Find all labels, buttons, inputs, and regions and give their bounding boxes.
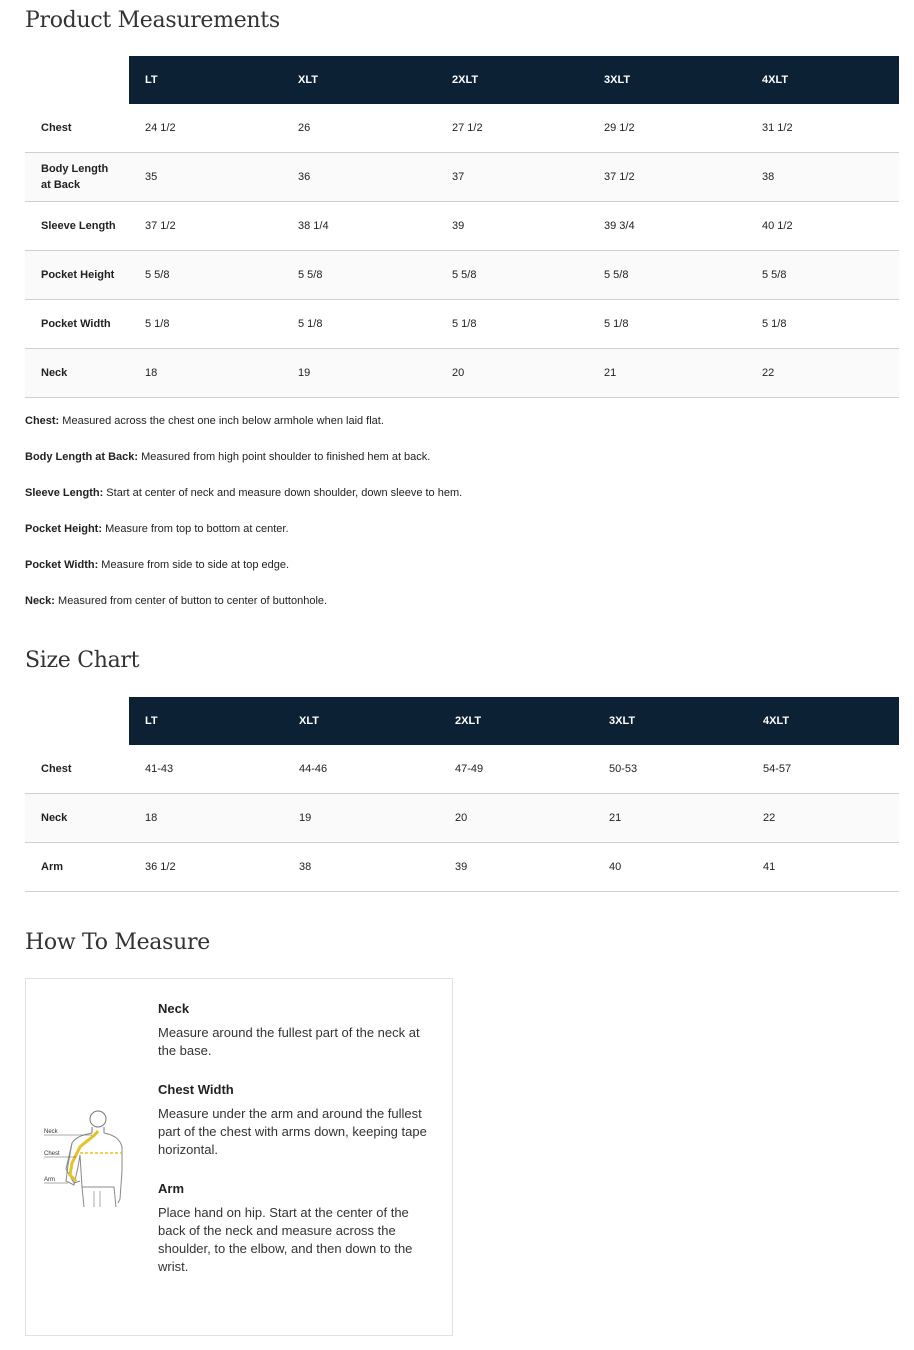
- size-chart-title: Size Chart: [25, 648, 140, 673]
- note-text: Measured from high point shoulder to finished hem at back.: [138, 451, 431, 463]
- note-term: Neck:: [25, 595, 55, 607]
- instruction-desc-chest-width: Measure under the arm and around the fullest part of the chest with arms down, keeping tape horizontal.: [158, 1106, 427, 1157]
- column-header: 3XLT: [593, 697, 747, 745]
- table-cell: 5 1/8: [129, 300, 282, 349]
- column-header: 3XLT: [588, 56, 746, 104]
- table-cell: 5 1/8: [588, 300, 746, 349]
- header-corner: [25, 697, 129, 745]
- table-cell: 22: [747, 794, 899, 843]
- table-cell: 19: [283, 794, 439, 843]
- table-row: [25, 794, 899, 843]
- table-cell: 5 5/8: [282, 251, 436, 300]
- column-header: XLT: [283, 697, 439, 745]
- note-term: Pocket Height:: [25, 523, 103, 535]
- table-cell: 29 1/2: [588, 104, 746, 153]
- note-text: Measured from center of button to center of buttonhole.: [54, 595, 328, 607]
- row-label: Arm: [25, 843, 129, 892]
- note-pocket-width: [25, 558, 899, 594]
- table-cell: 31 1/2: [746, 104, 899, 153]
- instruction-title-arm: Arm: [158, 1181, 185, 1196]
- table-row: [25, 104, 899, 153]
- product-measurements-table: [25, 56, 899, 398]
- table-cell: 37 1/2: [129, 202, 282, 251]
- note-term: Pocket Width:: [25, 559, 99, 571]
- table-cell: 21: [593, 794, 747, 843]
- row-label: Pocket Height: [25, 251, 129, 300]
- table-cell: 5 1/8: [436, 300, 588, 349]
- product-measurements-title: Product Measurements: [25, 8, 280, 33]
- table-cell: 5 1/8: [282, 300, 436, 349]
- table-cell: 36: [282, 153, 436, 202]
- table-cell: 27 1/2: [436, 104, 588, 153]
- column-header: LT: [129, 56, 282, 104]
- table-cell: 41-43: [129, 745, 283, 794]
- column-header: XLT: [282, 56, 436, 104]
- table-cell: 44-46: [283, 745, 439, 794]
- table-cell: 39: [436, 202, 588, 251]
- table-cell: 41: [747, 843, 899, 892]
- row-label: Neck: [25, 349, 129, 398]
- column-header: 4XLT: [747, 697, 899, 745]
- how-to-measure-title: How To Measure: [25, 930, 210, 955]
- table-cell: 5 5/8: [588, 251, 746, 300]
- column-header: 4XLT: [746, 56, 899, 104]
- row-label: Chest: [25, 104, 129, 153]
- table-row: [25, 745, 899, 794]
- row-label: Body Length at Back: [25, 153, 129, 202]
- table-cell: 50-53: [593, 745, 747, 794]
- note-body-length: [25, 450, 899, 486]
- row-label: Neck: [25, 794, 129, 843]
- how-to-measure-card: [25, 978, 453, 1336]
- table-cell: 24 1/2: [129, 104, 282, 153]
- note-text: Measure from top to bottom at center.: [102, 523, 289, 535]
- note-neck: [25, 594, 899, 630]
- table-cell: 5 5/8: [129, 251, 282, 300]
- figure-label-chest: Chest: [44, 1151, 60, 1157]
- table-cell: 18: [129, 349, 282, 398]
- note-term: Body Length at Back:: [25, 451, 139, 463]
- figure-label-arm: Arm: [44, 1177, 55, 1183]
- table-cell: 54-57: [747, 745, 899, 794]
- table-cell: 19: [282, 349, 436, 398]
- row-label: Pocket Width: [25, 300, 129, 349]
- size-chart-table: [25, 697, 899, 892]
- note-chest: [25, 414, 899, 450]
- row-label: Chest: [25, 745, 129, 794]
- table-cell: 5 5/8: [436, 251, 588, 300]
- table-cell: 38: [746, 153, 899, 202]
- table-cell: 20: [436, 349, 588, 398]
- row-label: Sleeve Length: [25, 202, 129, 251]
- instruction-title-chest-width: Chest Width: [158, 1082, 234, 1097]
- table-cell: 40 1/2: [746, 202, 899, 251]
- note-text: Measure from side to side at top edge.: [98, 559, 290, 571]
- table-cell: 5 5/8: [746, 251, 899, 300]
- table-cell: 20: [439, 794, 593, 843]
- table-row: [25, 153, 899, 202]
- note-pocket-height: [25, 522, 899, 558]
- note-sleeve-length: [25, 486, 899, 522]
- table-cell: 38: [283, 843, 439, 892]
- table-row: [25, 202, 899, 251]
- table-row: [25, 349, 899, 398]
- instruction-desc-arm: Place hand on hip. Start at the center of the back of the neck and measure across the shoulder, to the elbow, and then down to the wrist.: [158, 1205, 413, 1274]
- measure-instructions: [158, 1001, 436, 1298]
- table-cell: 35: [129, 153, 282, 202]
- table-cell: 21: [588, 349, 746, 398]
- instruction-title-neck: Neck: [158, 1001, 190, 1016]
- table-cell: 37 1/2: [588, 153, 746, 202]
- table-cell: 5 1/8: [746, 300, 899, 349]
- table-cell: 37: [436, 153, 588, 202]
- table-row: [25, 251, 899, 300]
- table-cell: 47-49: [439, 745, 593, 794]
- table-cell: 22: [746, 349, 899, 398]
- note-term: Chest:: [25, 415, 60, 427]
- column-header: 2XLT: [439, 697, 593, 745]
- table-row: [25, 843, 899, 892]
- column-header: LT: [129, 697, 283, 745]
- table-header-row: [25, 56, 899, 104]
- note-text: Measured across the chest one inch below armhole when laid flat.: [59, 415, 384, 427]
- table-cell: 26: [282, 104, 436, 153]
- table-cell: 40: [593, 843, 747, 892]
- table-cell: 38 1/4: [282, 202, 436, 251]
- column-header: 2XLT: [436, 56, 588, 104]
- table-cell: 18: [129, 794, 283, 843]
- table-cell: 39: [439, 843, 593, 892]
- measurement-notes: [25, 414, 899, 630]
- note-term: Sleeve Length:: [25, 487, 104, 499]
- table-cell: 36 1/2: [129, 843, 283, 892]
- note-text: Start at center of neck and measure down shoulder, down sleeve to hem.: [103, 487, 463, 499]
- header-corner: [25, 56, 129, 104]
- table-row: [25, 300, 899, 349]
- instruction-desc-neck: Measure around the fullest part of the neck at the base.: [158, 1025, 420, 1058]
- table-cell: 39 3/4: [588, 202, 746, 251]
- measurement-figure-illustration: [42, 1107, 146, 1211]
- table-header-row: [25, 697, 899, 745]
- figure-label-neck: Neck: [44, 1129, 58, 1135]
